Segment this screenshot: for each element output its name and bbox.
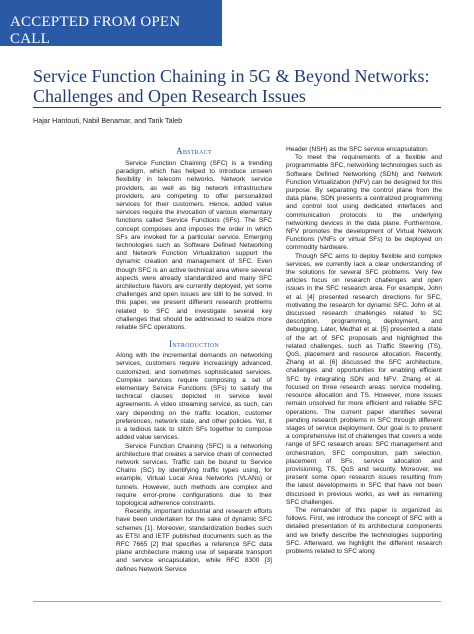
title-divider: [33, 107, 441, 108]
body-paragraph: To meet the requirements of a flexible and programmable SFC, networking technologies such as Software Defined Networking (SDN) and Network Function Virtualization (NFV) can be designed for this purpose. By separating the control plane from the data plane, SDN presents a centralized programming and control tool using dedicated interfaces and communication protocols to the underlying networking devices in the data plane. Furthermore, NFV promotes the development of Virtual Network Functions (VNFs or virtual SFs) to be deployed on commodity hardware.: [286, 154, 442, 252]
intro-paragraph: Service Function Chaining (SFC) is a networking architecture that creates a service chain of connected network services. Traffic can be bound to Service Chains (SC) by identifying traffic types using, for example, Virtual Local Area Networks (VLANs) or tunnels. However, such methods are complex and require error-prone configurations due to their topological adherence constraints.: [116, 442, 272, 507]
abstract-text: Service Function Chaining (SFC) is a trending paradigm, which has helped to introduce unseen flexibility in telecom networks. Network service providers, as well as big network infrastructure providers, are competing to offer personalized services for their customers. Hence, added value services require the invocation of various elementary functions called Service Functions (SFs). The SFC concept composes and imposes the order in which SFs are invoked for a particular service. Emerging technologies such as Software Defined Networking and Network Function Virtualization support the dynamic creation and management of SFC. Even though SFC is an active technical area where several aspects were already standardized and many SFC architecture flavors are currently deployed, yet some challenges and open issues are still to be solved. In this paper, we present different research problems related to SFC and investigate several key challenges that should be addressed to realize more reliable SFC operations.: [116, 160, 272, 332]
banner-label: ACCEPTED FROM OPEN CALL: [10, 14, 181, 47]
author-list: Hajar Hantouti, Nabil Benamar, and Tarik Taleb: [33, 116, 183, 125]
intro-paragraph: Along with the incremental demands on networking services, customers require increasingly advanced, customized, and sometimes sophisticated services. Complex services require composing a set of elementary Service Functions (SFs) to satisfy the technical clauses depicted in service level agreements. A video streaming service, as such, can vary depending on the traffic location, customer preferences, network state, and other policies. Yet, it is a tedious task to stitch SFs together to compose added value services.: [116, 352, 272, 442]
section-banner: [0, 0, 222, 46]
paper-title: Service Function Chaining in 5G & Beyond Networks: Challenges and Open Research Issues: [33, 66, 430, 106]
right-column: [286, 146, 442, 556]
footer-divider: [33, 601, 441, 602]
abstract-heading: Abstract: [176, 146, 212, 156]
body-paragraph: The remainder of this paper is organized as follows. First, we introduce the concept of SFC with a detailed presentation of its architectural components and we briefly describe the technologies supporting SFC. Afterward, we highlight the different research problems related to SFC along: [286, 506, 442, 555]
body-paragraph: Though SFC aims to deploy flexible and complex services, we currently lack a clear understanding of the solutions for several SFC problems. Very few articles focus on research challenges and open issues in the SFC research area. For example, John et al. [4] presented research directions for SFC, motivating the research for dynamic SFC. John et al. discussed research challenges related to SC description, programming, deployment, and debugging. Later, Medhat et al. [5] presented a state of the art of SFC proposals and highlighted the related challenges, such as Traffic Steering (TS), QoS, placement and resource allocation. Recently, Zhang et al. [6] discussed the SFC architecture, challenges and opportunities for enabling efficient SFC by integrating SDN and NFV. Zhang et al. focused on three research areas: service modeling, resource allocation and TS. However, more issues remain unsolved for more efficient and reliable SFC operations. The current paper identifies several pending research problems in SFC through different stages of service deployment. Our goal is to present a comprehensive list of challenges that covers a wide range of SFC research areas: SFC management and orchestration, SFC composition, path selection, placement of SFs, service allocation and provisioning, TS, QoS and security. Moreover, we present some open research issues resulting from the latest developments in SFC that have not been discussed in previous works, as well as remaining SFC challenges.: [286, 252, 442, 506]
body-paragraph: Header (NSH) as the SFC service encapsulation.: [286, 146, 429, 153]
introduction-heading: Introduction: [169, 339, 219, 350]
left-column: [116, 146, 272, 574]
intro-paragraph: Recently, important industrial and research efforts have been undertaken for the sake of dynamic SFC schemes [1]. Moreover, standardization bodies such as ETSI and IETF published documents such as the RFC 7665 [2] that specifies a reference SFC data plane architecture making use of separate transport and service encapsulation, while RFC 8300 [3] defines Network Service: [116, 508, 272, 573]
